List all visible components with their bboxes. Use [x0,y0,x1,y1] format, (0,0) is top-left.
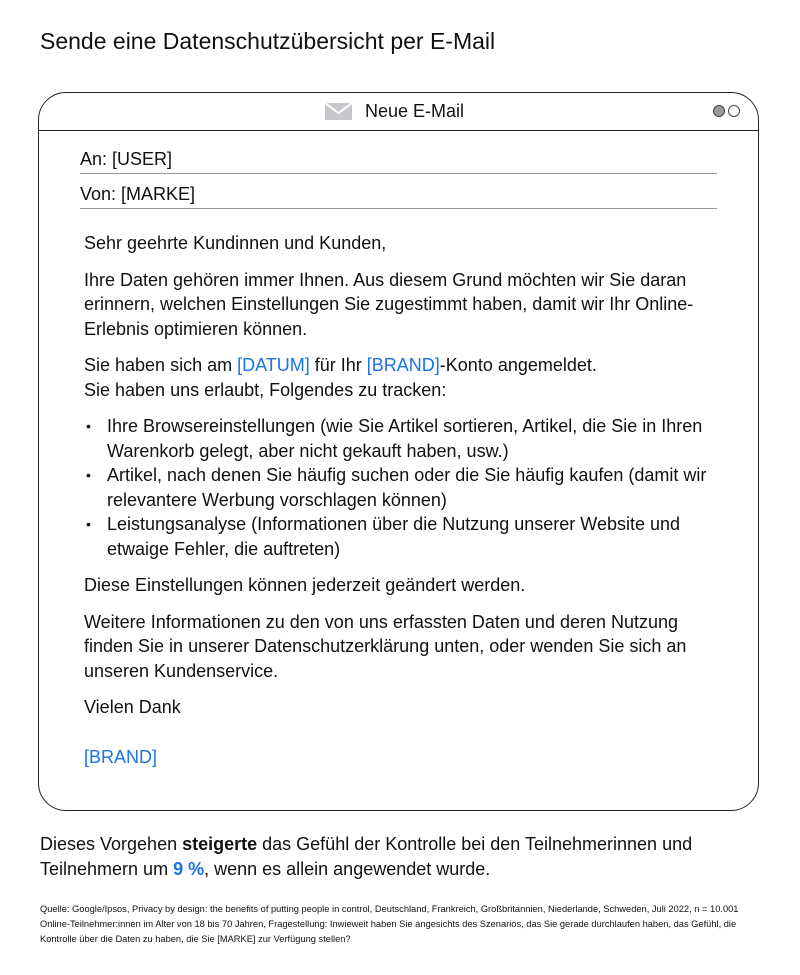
text: für Ihr [309,355,367,375]
text: Sie haben sich am [84,355,238,375]
from-field[interactable]: Von: [MARKE] [80,184,717,209]
text: , wenn es allein angewendet wurde. [204,859,491,879]
date-placeholder: [DATUM] [237,355,310,375]
brand-placeholder: [BRAND] [366,355,440,375]
paragraph-signup [84,353,714,402]
text: Dieses Vorgehen [40,834,183,854]
window-header [39,93,758,131]
paragraph-intro: Ihre Daten gehören immer Ihnen. Aus diesem Grund möchten wir Sie daran erinnern, welchen Einstellungen Sie zugestimmt haben, damit wir Ihr Online-Erlebnis optimieren können. [84,269,694,339]
paragraph-settings: Diese Einstellungen können jederzeit geändert werden. [84,575,526,595]
envelope-icon [325,103,352,120]
greeting: Sehr geehrte Kundinnen und Kunden, [84,233,387,253]
window-controls[interactable] [713,105,740,117]
text: das Gefühl der Kontrolle bei den Teilnehmerinnen und Teilnehmern um [40,834,693,879]
signature: [BRAND] [84,746,158,767]
text: Sie haben uns erlaubt, Folgendes zu tracken: [84,379,447,400]
tracking-list [84,414,714,561]
window-title: Neue E-Mail [365,101,465,121]
page-title: Sende eine Datenschutzübersicht per E-Mail [40,28,496,54]
source-note: Quelle: Google/Ipsos, Privacy by design: the benefits of putting people in control, Deutschland, Frankreich, Großbritannien, Niederlande, Schweden, Juli 2022, n = 10.001 Online-Teilnehmer:innen im Alter von 18 bis 70 Jahren, Fragestellung: Inwieweit haben Sie angesichts des Szenarios, das Sie gerade durchlaufen haben, das Gefühl, die Kontrolle über die Daten zu haben, die Sie [MARKE] zur Verfügung stellen? [40,904,739,944]
list-item: • Leistungsanalyse (Informationen über die Nutzung unserer Website und etwaige Fehler, die auftreten) [84,512,714,561]
email-window [38,92,759,811]
list-item: • Artikel, nach denen Sie häufig suchen oder die Sie häufig kaufen (damit wir relevantere Werbung vorschlagen können) [84,463,714,512]
paragraph-info: Weitere Informationen zu den von uns erfassten Daten und deren Nutzung finden Sie in unserer Datenschutzerklärung unten, oder wenden Sie sich an unseren Kundenservice. [84,611,687,681]
percent-highlight: 9 % [173,859,205,879]
to-field[interactable]: An: [USER] [80,149,717,174]
list-item: • Ihre Browsereinstellungen (wie Sie Artikel sortieren, Artikel, die Sie in Ihren Warenkorb gelegt, aber nicht gekauft haben, usw.) [84,414,714,463]
result-statement [40,832,770,882]
window-dot-icon[interactable] [713,105,725,117]
text-bold: steigerte [182,834,258,854]
thanks: Vielen Dank [84,697,181,717]
window-dot-icon[interactable] [728,105,740,117]
text: -Konto angemeldet. [439,355,597,375]
email-body [84,231,714,781]
